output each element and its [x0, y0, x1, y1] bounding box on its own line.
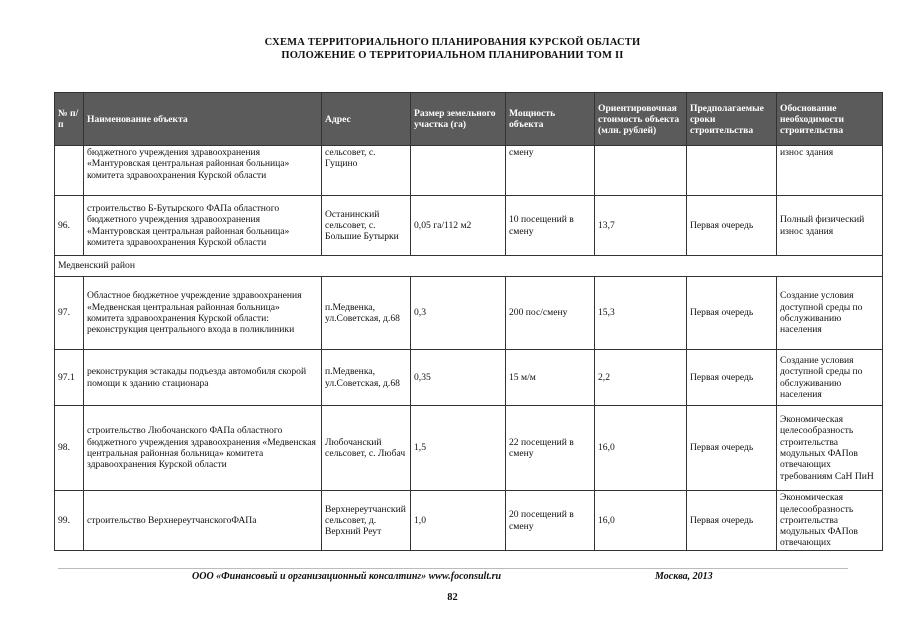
table-row	[55, 196, 883, 256]
cell-reason: Создание условия доступной среды по обслуживанию населения	[777, 277, 883, 350]
cell-size: 0,3	[411, 277, 506, 350]
cell-name: строительство Б-Бутырского ФАПа областного бюджетного учреждения здравоохранения «Мантуровская центральная районная больница» комитета здравоохранения Курской области	[84, 196, 322, 256]
cell-num	[55, 146, 84, 196]
cell-address: п.Медвенка, ул.Советская, д.68	[322, 350, 411, 406]
section-row	[55, 256, 883, 277]
cell-num: 98.	[55, 406, 84, 491]
cell-term: Первая очередь	[687, 350, 777, 406]
table-row	[55, 406, 883, 491]
footer-divider	[58, 568, 848, 569]
cell-cost: 13,7	[595, 196, 687, 256]
cell-cost: 2,2	[595, 350, 687, 406]
cell-num: 97.	[55, 277, 84, 350]
section-title: Медвенский район	[55, 256, 883, 277]
cell-reason: Экономическая целесообразность строительства модульных ФАПов отвечающих требованиям СаН ПиН	[777, 406, 883, 491]
cell-address: Любочанский сельсовет, с. Любач	[322, 406, 411, 491]
cell-capacity: 200 пос/смену	[506, 277, 595, 350]
cell-term: Первая очередь	[687, 406, 777, 491]
objects-table	[54, 92, 883, 551]
cell-term: Первая очередь	[687, 196, 777, 256]
page-number: 82	[447, 592, 458, 603]
cell-size: 0,35	[411, 350, 506, 406]
col-header-term: Предполагаемые сроки строительства	[687, 93, 777, 146]
col-header-size: Размер земельного участка (га)	[411, 93, 506, 146]
cell-address: Верхнереутчанский сельсовет, д. Верхний Реут	[322, 491, 411, 551]
col-header-name: Наименование объекта	[84, 93, 322, 146]
cell-name: реконструкция эстакады подъезда автомобиля скорой помощи к зданию стационара	[84, 350, 322, 406]
cell-address: п.Медвенка, ул.Советская, д.68	[322, 277, 411, 350]
cell-term: Первая очередь	[687, 277, 777, 350]
cell-reason: износ здания	[777, 146, 883, 196]
table-row	[55, 491, 883, 551]
cell-name: строительство Любочанского ФАПа областного бюджетного учреждения здравоохранения «Медвенская центральная районная больница» комитета здравоохранения Курской области	[84, 406, 322, 491]
cell-num: 99.	[55, 491, 84, 551]
table-row	[55, 350, 883, 406]
cell-name: Областное бюджетное учреждение здравоохранения «Медвенская центральная районная больница» комитета здравоохранения Курской области: реконструкция центрального входа в поликлиники	[84, 277, 322, 350]
cell-reason: Создание условия доступной среды по обслуживанию населения	[777, 350, 883, 406]
cell-name: строительство ВерхнереутчанскогоФАПа	[84, 491, 322, 551]
col-header-capacity: Мощность объекта	[506, 93, 595, 146]
cell-capacity: 15 м/м	[506, 350, 595, 406]
cell-capacity: 22 посещений в смену	[506, 406, 595, 491]
cell-num: 97.1	[55, 350, 84, 406]
table-row	[55, 146, 883, 196]
cell-name: бюджетного учреждения здравоохранения «Мантуровская центральная районная больница» комитета здравоохранения Курской области	[84, 146, 322, 196]
col-header-cost: Ориентировочная стоимость объекта (млн. рублей)	[595, 93, 687, 146]
cell-cost: 16,0	[595, 406, 687, 491]
cell-cost: 15,3	[595, 277, 687, 350]
cell-size: 1,0	[411, 491, 506, 551]
table-row	[55, 277, 883, 350]
cell-address: Останинский сельсовет, с. Большие Бутырки	[322, 196, 411, 256]
footer-place-year: Москва, 2013	[655, 571, 713, 582]
cell-reason: Экономическая целесообразность строительства модульных ФАПов отвечающих	[777, 491, 883, 551]
table-header-row	[55, 93, 883, 146]
cell-reason: Полный физический износ здания	[777, 196, 883, 256]
cell-size: 1,5	[411, 406, 506, 491]
document-title: СХЕМА ТЕРРИТОРИАЛЬНОГО ПЛАНИРОВАНИЯ КУРСКОЙ ОБЛАСТИ	[264, 37, 641, 48]
cell-capacity: смену	[506, 146, 595, 196]
cell-num: 96.	[55, 196, 84, 256]
col-header-reason: Обоснование необходимости строительства	[777, 93, 883, 146]
cell-term: Первая очередь	[687, 491, 777, 551]
footer-company: ООО «Финансовый и организационный консалтинг» www.foconsult.ru	[192, 571, 502, 582]
cell-address: сельсовет, с. Гущино	[322, 146, 411, 196]
col-header-num: № п/п	[55, 93, 84, 146]
cell-cost	[595, 146, 687, 196]
col-header-address: Адрес	[322, 93, 411, 146]
cell-term	[687, 146, 777, 196]
cell-capacity: 20 посещений в смену	[506, 491, 595, 551]
cell-size: 0,05 га/112 м2	[411, 196, 506, 256]
cell-capacity: 10 посещений в смену	[506, 196, 595, 256]
document-subtitle: ПОЛОЖЕНИЕ О ТЕРРИТОРИАЛЬНОМ ПЛАНИРОВАНИИ ТОМ II	[281, 50, 624, 61]
cell-cost: 16,0	[595, 491, 687, 551]
cell-size	[411, 146, 506, 196]
